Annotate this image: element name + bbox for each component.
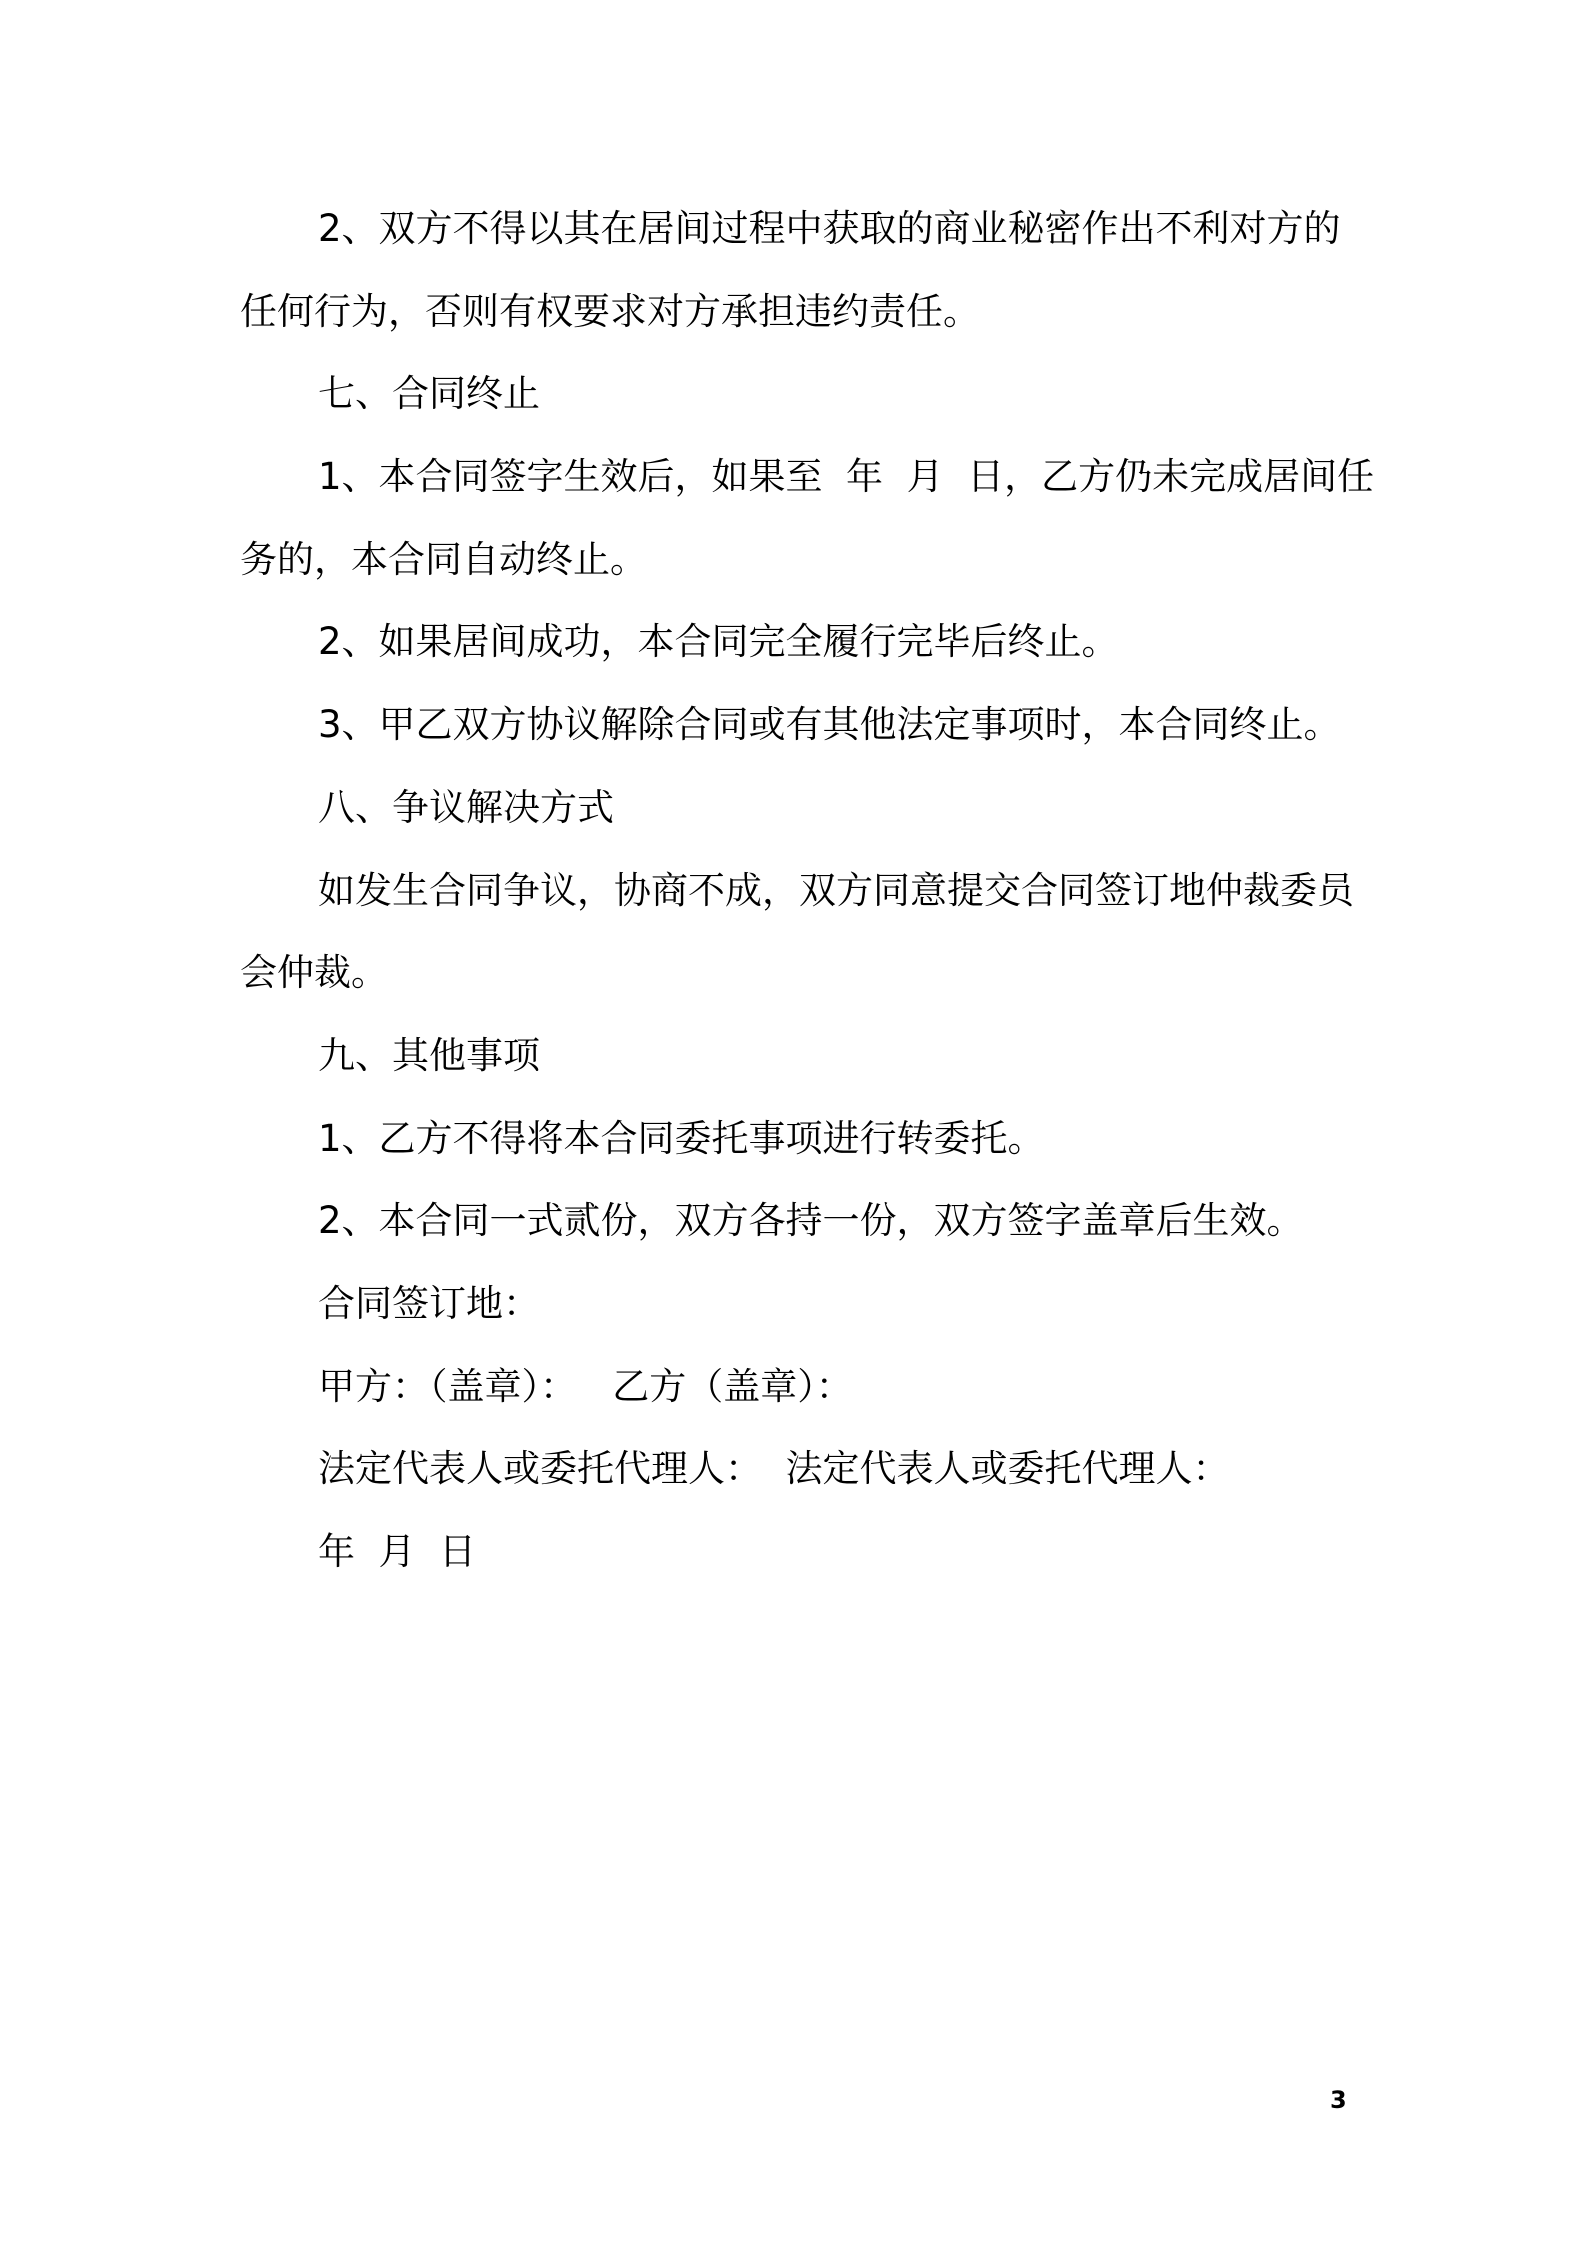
section-heading-termination: 七、合同终止 (318, 372, 540, 415)
legal-representative-labels: 法定代表人或委托代理人： 法定代表人或委托代理人： (318, 1447, 1230, 1490)
paragraph-dispute-line-2: 会仲裁。 (240, 951, 388, 994)
party-seal-labels: 甲方：（盖章）： 乙方（盖章）： (318, 1365, 853, 1408)
paragraph-clause-7-1-line-2: 务的，本合同自动终止。 (240, 538, 647, 581)
paragraph-dispute-line-1: 如发生合同争议，协商不成，双方同意提交合同签订地仲裁委员 (318, 869, 1354, 912)
page-number: 3 (1330, 2086, 1347, 2114)
section-heading-other-matters: 九、其他事项 (318, 1034, 540, 1077)
paragraph-clause-7-1-line-1: 1、本合同签字生效后，如果至 年 月 日，乙方仍未完成居间任 (318, 455, 1375, 498)
contract-signing-place-label: 合同签订地： (318, 1282, 540, 1325)
paragraph-clause-9-2: 2、本合同一式贰份，双方各持一份，双方签字盖章后生效。 (318, 1199, 1304, 1242)
paragraph-clause-9-1: 1、乙方不得将本合同委托事项进行转委托。 (318, 1117, 1045, 1160)
paragraph-clause-7-2: 2、如果居间成功，本合同完全履行完毕后终止。 (318, 620, 1119, 663)
section-heading-dispute-resolution: 八、争议解决方式 (318, 786, 614, 829)
paragraph-clause-6-2-line-2: 任何行为，否则有权要求对方承担违约责任。 (240, 290, 980, 333)
date-line: 年 月 日 (318, 1530, 477, 1573)
paragraph-clause-6-2-line-1: 2、双方不得以其在居间过程中获取的商业秘密作出不利对方的 (318, 207, 1341, 250)
paragraph-clause-7-3: 3、甲乙双方协议解除合同或有其他法定事项时，本合同终止。 (318, 703, 1341, 746)
